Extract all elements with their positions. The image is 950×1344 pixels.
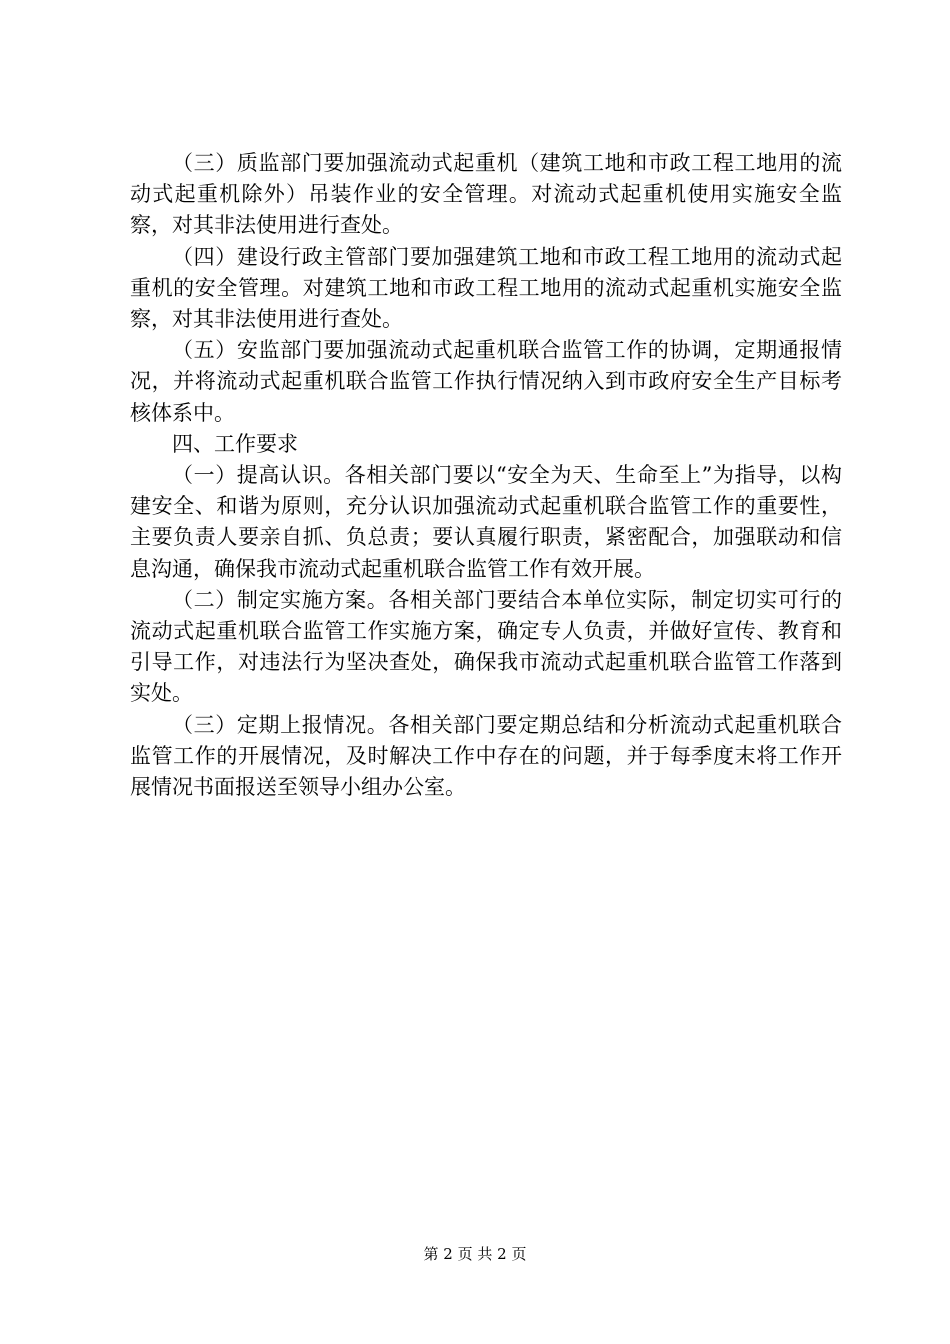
paragraph-raise-awareness: （一）提高认识。各相关部门要以“安全为天、生命至上”为指导，以构建安全、和谐为原则，充分认识加强流动式起重机联合监管工作的重要性，主要负责人要亲自抓、负总责；要认真履行职责，紧密配合，加强联动和信息沟通，确保我市流动式起重机联合监管工作有效开展。 <box>130 463 842 581</box>
paragraph-safety-dept: （五）安监部门要加强流动式起重机联合监管工作的协调，定期通报情况，并将流动式起重机联合监管工作执行情况纳入到市政府安全生产目标考核体系中。 <box>130 338 842 425</box>
paragraph-regular-reporting: （三）定期上报情况。各相关部门要定期总结和分析流动式起重机联合监管工作的开展情况，及时解决工作中存在的问题，并于每季度末将工作开展情况书面报送至领导小组办公室。 <box>130 712 842 800</box>
page-number-label: 第 2 页 共 2 页 <box>423 1245 527 1263</box>
page-footer <box>0 1244 950 1264</box>
paragraph-supervision-dept: （三）质监部门要加强流动式起重机（建筑工地和市政工程工地用的流动式起重机除外）吊装作业的安全管理。对流动式起重机使用实施安全监察，对其非法使用进行查处。 <box>130 151 842 238</box>
section-heading-work-requirements: 四、工作要求 <box>172 431 298 456</box>
paragraph-implementation-plan: （二）制定实施方案。各相关部门要结合本单位实际，制定切实可行的流动式起重机联合监管工作实施方案，确定专人负责，并做好宣传、教育和引导工作，对违法行为坚决查处，确保我市流动式起重机联合监管工作落到实处。 <box>130 587 842 706</box>
paragraph-construction-dept: （四）建设行政主管部门要加强建筑工地和市政工程工地用的流动式起重机的安全管理。对建筑工地和市政工程工地用的流动式起重机实施安全监察，对其非法使用进行查处。 <box>130 244 842 332</box>
document-body <box>130 148 842 803</box>
